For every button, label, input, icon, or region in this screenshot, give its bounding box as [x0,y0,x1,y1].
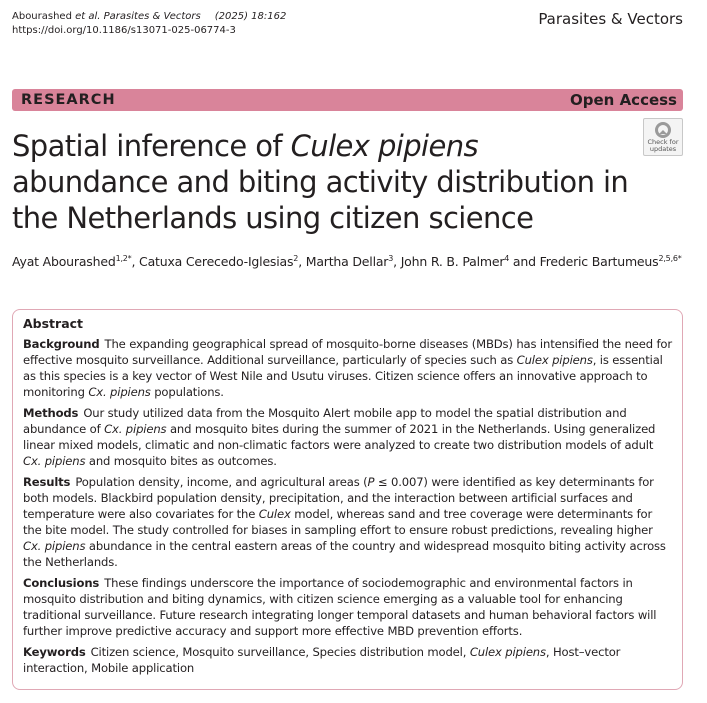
badge-line-2: updates [649,145,677,153]
article-title [12,128,632,236]
author[interactable]: Ayat Abourashed$^{1,2*}$ [12,254,132,270]
journal-name: Parasites & Vectors [538,10,683,28]
badge-line-1: Check for [647,138,679,146]
section-label: Methods [23,406,79,420]
abstract-results: Results Population density, income, and agricultural areas (P ≤ 0.007) were identified as key determinants for both models. Blackbird population density, precipitation, and the interaction between artificial surfaces and temperature were also covariates for the Culex model, whereas sand and tree coverage were determinants for the bite model. The study controlled for biases in sampling effort to ensure robust predictions, revealing higher Cx. pipiens abundance in the central eastern areas of the country and widespread mosquito biting activity across the Netherlands. [23,475,666,569]
section-label: Keywords [23,645,86,659]
citation-journal: Parasites & Vectors [100,11,201,22]
article-type-bar [12,89,683,111]
section-label: Background [23,337,100,351]
abstract-keywords: Keywords Citizen science, Mosquito surveillance, Species distribution model, Culex pipiens, Host–vector interaction, Mobile application [23,645,621,675]
doi-link[interactable]: https://doi.org/10.1186/s13071-025-06774-3 [12,25,236,36]
citation-line [12,10,286,24]
author[interactable]: Martha Dellar$^3$ [305,254,394,270]
title-species: Culex pipiens [290,129,479,163]
open-access-label: Open Access [570,91,677,109]
author-separator: , [131,254,140,270]
author-list [12,250,682,271]
abstract-box [12,309,683,690]
citation-year-volume: (2025) 18:162 [214,11,287,22]
section-label: Conclusions [23,576,100,590]
author[interactable]: John R. B. Palmer$^4$ [400,254,510,270]
citation-etal: et al. [75,11,101,22]
section-label: Results [23,475,71,489]
check-for-updates-icon [654,121,672,139]
citation-authors: Abourashed [12,11,76,22]
abstract-background: Background The expanding geographical spread of mosquito-borne diseases (MBDs) has intensified the need for effective mosquito surveillance. Additional surveillance, particularly of species such as Culex pipiens, is essential as this species is a key vector of West Nile and Usutu viruses. Citizen science offers an innovative approach to monitoring Cx. pipiens populations. [23,337,672,399]
article-type: RESEARCH [21,92,116,108]
author[interactable]: Frederic Bartumeus$^{2,5,6*}$ [539,254,682,270]
author-separator: and [509,254,540,270]
abstract-methods: Methods Our study utilized data from the Mosquito Alert mobile app to model the spatial distribution and abundance of Cx. pipiens and mosquito bites during the summer of 2021 in the Netherlands. Using generalized linear mixed models, climatic and non-climatic factors were analyzed to create two distribution models of adult Cx. pipiens and mosquito bites as outcomes. [23,406,656,468]
author[interactable]: Catuxa Cerecedo-Iglesias$^2$ [139,254,299,270]
citation-header [12,10,286,38]
abstract-heading: Abstract [23,316,84,331]
abstract-conclusions: Conclusions These findings underscore the importance of sociodemographic and environmental factors in mosquito distribution and biting dynamics, with citizen science emerging as a valuable tool for enhancing traditional surveillance. Future research integrating longer temporal datasets and human behavioral factors will further improve predictive accuracy and support more effective MBD prevention efforts. [23,576,657,638]
title-part-2: abundance and biting activity distribution in the Netherlands using citizen science [12,165,629,235]
author-separator: , [298,254,306,270]
title-part-1: Spatial inference of [12,129,291,163]
check-for-updates-badge[interactable] [643,118,683,156]
author-separator: , [393,254,401,270]
